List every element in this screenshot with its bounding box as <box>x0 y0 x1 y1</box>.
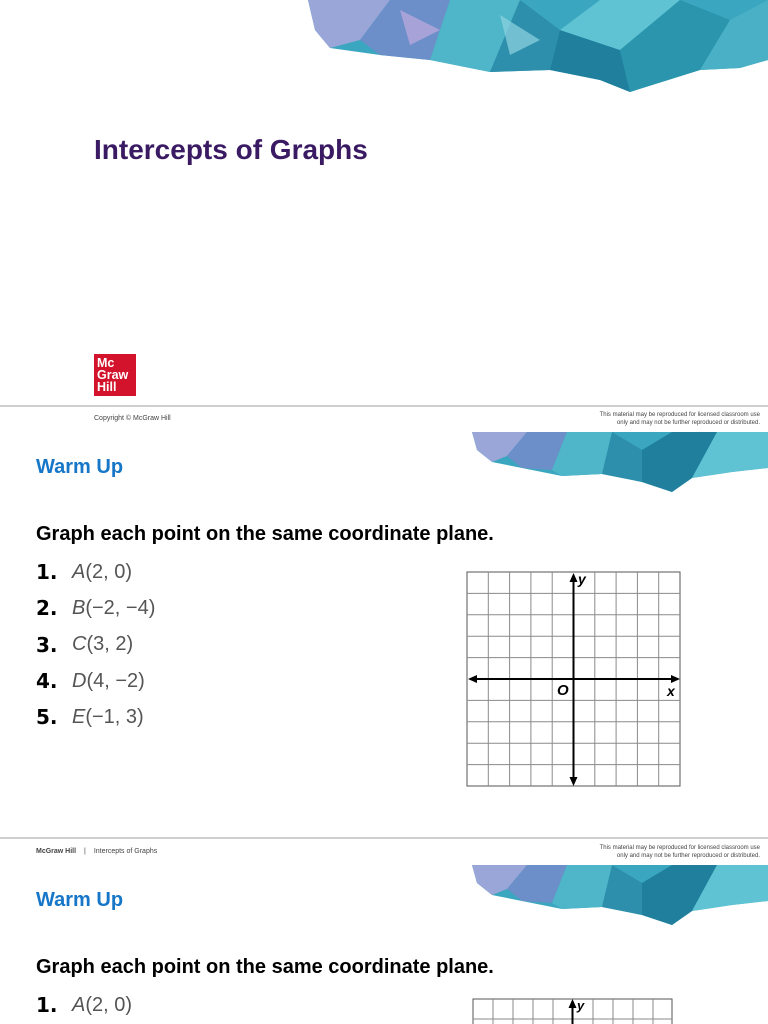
crystal-banner-decoration <box>472 432 768 494</box>
copyright-text: Copyright © McGraw Hill <box>94 415 171 422</box>
mcgraw-hill-logo <box>94 354 136 396</box>
footer-separator: | <box>84 848 86 855</box>
crystal-banner-decoration <box>472 865 768 927</box>
y-axis-label: y <box>577 998 585 1013</box>
legal-notice <box>540 411 760 427</box>
slide-divider <box>0 405 768 407</box>
logo-line-3: Hill <box>97 380 117 394</box>
footer-topic: Intercepts of Graphs <box>93 848 158 855</box>
origin-label: O <box>557 682 569 699</box>
warmup-heading: Warm Up <box>36 456 124 478</box>
footer-brand: McGraw Hill <box>36 848 77 855</box>
x-axis-label: x <box>667 683 675 699</box>
problem-list <box>36 987 132 1023</box>
warmup-slide-repeat <box>0 865 768 1024</box>
legal-notice <box>540 844 760 860</box>
list-item: 1. A (2, 0) <box>36 993 133 1018</box>
list-item: 3. C (3, 2) <box>36 632 134 657</box>
list-item: 1. A (2, 0) <box>36 560 133 585</box>
crystal-banner-decoration <box>300 0 768 100</box>
logo-line-1: Mc <box>97 356 115 370</box>
title-slide <box>0 0 768 405</box>
warmup-heading: Warm Up <box>36 889 124 911</box>
list-item: 4. D (4, −2) <box>36 669 145 694</box>
list-item: 5. E (−1, 3) <box>36 705 144 730</box>
coordinate-grid[interactable] <box>466 571 682 789</box>
y-axis-label: y <box>578 571 586 587</box>
coordinate-grid[interactable] <box>472 998 674 1024</box>
list-item: 2. B (−2, −4) <box>36 596 156 621</box>
logo-line-2: Graw <box>97 368 129 382</box>
legal-line-1: This material may be reproduced for licensed classroom use <box>599 845 760 851</box>
legal-line-2: only and may not be further reproduced or distributed. <box>616 853 760 859</box>
presentation-title: Intercepts of Graphs <box>94 134 368 165</box>
slide-divider <box>0 837 768 839</box>
legal-line-1: This material may be reproduced for licensed classroom use <box>599 412 760 418</box>
instruction-text: Graph each point on the same coordinate plane. <box>36 523 494 545</box>
warmup-slide <box>0 432 768 837</box>
legal-line-2: only and may not be further reproduced or distributed. <box>616 420 760 426</box>
problem-list <box>36 554 155 735</box>
instruction-text: Graph each point on the same coordinate plane. <box>36 956 494 978</box>
slide-footer <box>36 848 157 855</box>
